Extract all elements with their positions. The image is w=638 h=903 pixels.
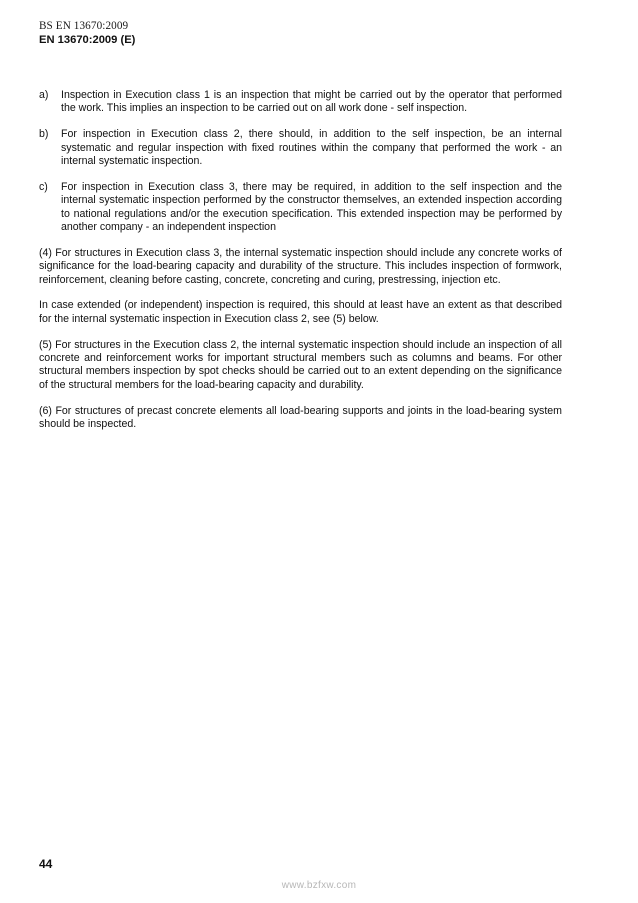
list-item-label: a) — [39, 89, 49, 101]
paragraph-extended-inspection: In case extended (or independent) inspection is required, this should at least have an extent as that described for the internal systematic inspection in Execution class 2, see (5) below. — [39, 299, 562, 325]
paragraph-4: (4) For structures in Execution class 3, the internal systematic inspection should include any concrete works of significance for the load-bearing capacity and durability of the structure. This includes inspection of formwork, reinforcement, cleaning before casting, concrete, concreting and curing, prestressing, injection etc. — [39, 246, 562, 286]
list-item-c — [39, 181, 562, 235]
document-body — [39, 89, 562, 444]
list-item-text: For inspection in Execution class 3, there may be required, in addition to the self inspection and the internal systematic inspection performed by the constructor themselves, an extended inspection according to national regulations and/or the execution specification. This extended inspection may be performed by another company - an independent inspection — [61, 180, 562, 234]
watermark: www.bzfxw.com — [281, 880, 357, 891]
header-bs-standard: BS EN 13670:2009 — [39, 20, 129, 32]
list-item-label: b) — [39, 128, 49, 141]
list-item-text: For inspection in Execution class 2, there should, in addition to the self inspection, be an internal systematic and regular inspection with fixed routines within the company that performed the work - an internal systematic inspection. — [61, 128, 562, 168]
list-item-text: Inspection in Execution class 1 is an inspection that might be carried out by the operator that performed the work. This implies an inspection to be carried out on all work done - self inspection. — [61, 89, 562, 115]
list-item-a — [39, 89, 562, 116]
header-en-standard: EN 13670:2009 (E) — [39, 34, 136, 46]
paragraph-5: (5) For structures in the Execution class 2, the internal systematic inspection should include an inspection of all concrete and reinforcement works for important structural members such as columns and beams. For other structural members inspection by spot checks should be carried out to an extent depending on the significance of the structural members for the load-bearing capacity and durability. — [39, 338, 562, 391]
list-item-b — [39, 128, 562, 168]
list-item-label: c) — [39, 180, 48, 193]
page-number: 44 — [39, 857, 53, 871]
paragraph-6: (6) For structures of precast concrete elements all load-bearing supports and joints in the load-bearing system should be inspected. — [39, 404, 562, 431]
